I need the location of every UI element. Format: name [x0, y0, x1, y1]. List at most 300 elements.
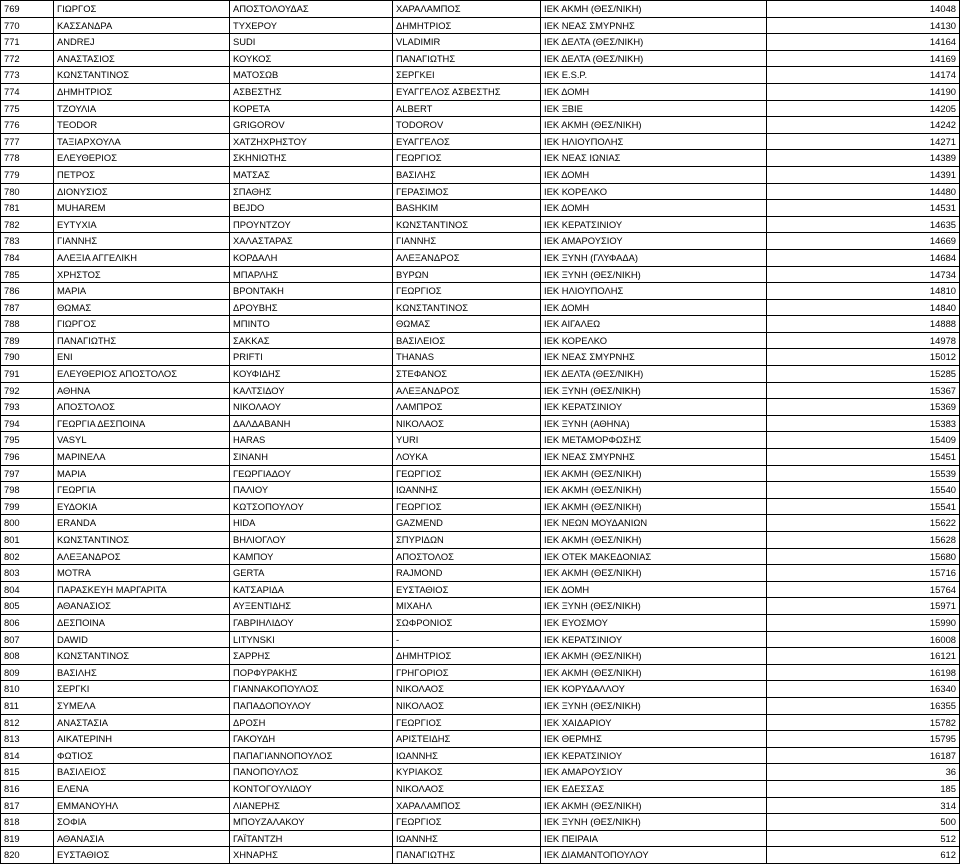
row-number-cell: 787	[1, 299, 54, 316]
father-name-cell: ΕΥΑΓΓΕΛΟΣ ΑΣΒΕΣΤΗΣ	[393, 83, 541, 100]
table-row	[1, 150, 960, 167]
school-cell: ΙΕΚ ΞΥΝΗ (ΓΛΥΦΑΔΑ)	[541, 249, 767, 266]
table-row	[1, 316, 960, 333]
row-number-cell: 813	[1, 731, 54, 748]
father-name-cell: ΔΗΜΗΤΡΙΟΣ	[393, 17, 541, 34]
row-number-cell: 815	[1, 764, 54, 781]
row-number-cell: 774	[1, 83, 54, 100]
table-row	[1, 614, 960, 631]
score-cell: 14480	[767, 183, 960, 200]
table-row	[1, 349, 960, 366]
score-cell: 14130	[767, 17, 960, 34]
school-cell: ΙΕΚ ΑΚΜΗ (ΘΕΣ/ΝΙΚΗ)	[541, 797, 767, 814]
first-name-cell: ΣΥΜΕΛΑ	[54, 697, 230, 714]
first-name-cell: ΤΑΞΙΑΡΧΟΥΛΑ	[54, 133, 230, 150]
last-name-cell: PRIFTI	[230, 349, 393, 366]
score-cell: 15540	[767, 482, 960, 499]
score-cell: 14684	[767, 249, 960, 266]
row-number-cell: 778	[1, 150, 54, 167]
school-cell: ΙΕΚ ΟΤΕΚ ΜΑΚΕΔΟΝΙΑΣ	[541, 548, 767, 565]
table-row	[1, 681, 960, 698]
first-name-cell: ΑΘΑΝΑΣΙΑ	[54, 830, 230, 847]
row-number-cell: 769	[1, 1, 54, 18]
row-number-cell: 811	[1, 697, 54, 714]
father-name-cell: ΕΥΣΤΑΘΙΟΣ	[393, 581, 541, 598]
school-cell: ΙΕΚ ΚΕΡΑΤΣΙΝΙΟΥ	[541, 399, 767, 416]
first-name-cell: ΕΛΕΝΑ	[54, 780, 230, 797]
last-name-cell: ΠΡΟΥΝΤΖΟΥ	[230, 216, 393, 233]
score-cell: 15012	[767, 349, 960, 366]
row-number-cell: 820	[1, 847, 54, 864]
row-number-cell: 781	[1, 200, 54, 217]
score-cell: 185	[767, 780, 960, 797]
table-row	[1, 216, 960, 233]
school-cell: ΙΕΚ ΔΟΜΗ	[541, 299, 767, 316]
row-number-cell: 818	[1, 814, 54, 831]
father-name-cell: ΝΙΚΟΛΑΟΣ	[393, 697, 541, 714]
row-number-cell: 772	[1, 50, 54, 67]
last-name-cell: LITYNSKI	[230, 631, 393, 648]
score-cell: 14978	[767, 332, 960, 349]
row-number-cell: 795	[1, 432, 54, 449]
table-row	[1, 1, 960, 18]
score-cell: 14734	[767, 266, 960, 283]
school-cell: ΙΕΚ ΑΚΜΗ (ΘΕΣ/ΝΙΚΗ)	[541, 664, 767, 681]
table-row	[1, 17, 960, 34]
score-cell: 14669	[767, 233, 960, 250]
last-name-cell: ΒΗΛΙΟΓΛΟΥ	[230, 532, 393, 549]
school-cell: ΙΕΚ ΔΕΛΤΑ (ΘΕΣ/ΝΙΚΗ)	[541, 366, 767, 383]
first-name-cell: ΤΖΟΥΛΙΑ	[54, 100, 230, 117]
first-name-cell: DAWID	[54, 631, 230, 648]
school-cell: ΙΕΚ ΚΕΡΑΤΣΙΝΙΟΥ	[541, 747, 767, 764]
school-cell: ΙΕΚ ΧΑΙΔΑΡΙΟΥ	[541, 714, 767, 731]
score-cell: 14164	[767, 34, 960, 51]
row-number-cell: 792	[1, 382, 54, 399]
father-name-cell: ΕΥΑΓΓΕΛΟΣ	[393, 133, 541, 150]
score-cell: 15539	[767, 465, 960, 482]
father-name-cell: ΙΩΑΝΝΗΣ	[393, 747, 541, 764]
father-name-cell: ΚΩΝΣΤΑΝΤΙΝΟΣ	[393, 216, 541, 233]
score-cell: 314	[767, 797, 960, 814]
first-name-cell: ΕΛΕΥΘΕΡΙΟΣ	[54, 150, 230, 167]
row-number-cell: 801	[1, 532, 54, 549]
last-name-cell: ΓΕΩΡΓΙΑΔΟΥ	[230, 465, 393, 482]
table-row	[1, 382, 960, 399]
first-name-cell: ΑΛΕΞΙΑ ΑΓΓΕΛΙΚΗ	[54, 249, 230, 266]
row-number-cell: 785	[1, 266, 54, 283]
table-row	[1, 332, 960, 349]
father-name-cell: ΓΕΩΡΓΙΟΣ	[393, 498, 541, 515]
table-row	[1, 814, 960, 831]
father-name-cell: ΙΩΑΝΝΗΣ	[393, 482, 541, 499]
row-number-cell: 775	[1, 100, 54, 117]
school-cell: ΙΕΚ ΞΥΝΗ (ΘΕΣ/ΝΙΚΗ)	[541, 266, 767, 283]
last-name-cell: ΒΡΟΝΤΑΚΗ	[230, 283, 393, 300]
first-name-cell: ΠΑΝΑΓΙΩΤΗΣ	[54, 332, 230, 349]
school-cell: ΙΕΚ ΝΕΩΝ ΜΟΥΔΑΝΙΩΝ	[541, 515, 767, 532]
table-row	[1, 498, 960, 515]
table-row	[1, 366, 960, 383]
table-row	[1, 415, 960, 432]
school-cell: ΙΕΚ ΝΕΑΣ ΣΜΥΡΝΗΣ	[541, 17, 767, 34]
father-name-cell: GAZMEND	[393, 515, 541, 532]
last-name-cell: ΣΠΑΘΗΣ	[230, 183, 393, 200]
table-row	[1, 399, 960, 416]
last-name-cell: ΔΡΟΣΗ	[230, 714, 393, 731]
last-name-cell: ΚΑΛΤΣΙΔΟΥ	[230, 382, 393, 399]
father-name-cell: ΓΕΩΡΓΙΟΣ	[393, 283, 541, 300]
score-cell: 15622	[767, 515, 960, 532]
school-cell: ΙΕΚ ΚΟΡΥΔΑΛΛΟΥ	[541, 681, 767, 698]
score-cell: 14888	[767, 316, 960, 333]
first-name-cell: ΜΑΡΙΝΕΛΑ	[54, 449, 230, 466]
table-row	[1, 133, 960, 150]
father-name-cell: ΑΠΟΣΤΟΛΟΣ	[393, 548, 541, 565]
row-number-cell: 804	[1, 581, 54, 598]
table-row	[1, 664, 960, 681]
first-name-cell: ΔΗΜΗΤΡΙΟΣ	[54, 83, 230, 100]
table-row	[1, 249, 960, 266]
first-name-cell: ΘΩΜΑΣ	[54, 299, 230, 316]
school-cell: ΙΕΚ ΕΥΟΣΜΟΥ	[541, 614, 767, 631]
first-name-cell: ΦΩΤΙΟΣ	[54, 747, 230, 764]
first-name-cell: ΑΘΑΝΑΣΙΟΣ	[54, 598, 230, 615]
last-name-cell: ΧΑΛΑΣΤΑΡΑΣ	[230, 233, 393, 250]
score-cell: 14391	[767, 166, 960, 183]
first-name-cell: ΒΑΣΙΛΕΙΟΣ	[54, 764, 230, 781]
father-name-cell: ΣΕΡΓΚΕΙ	[393, 67, 541, 84]
school-cell: ΙΕΚ ΜΕΤΑΜΟΡΦΩΣΗΣ	[541, 432, 767, 449]
score-cell: 36	[767, 764, 960, 781]
father-name-cell: ΓΕΩΡΓΙΟΣ	[393, 150, 541, 167]
first-name-cell: ΕΥΤΥΧΙΑ	[54, 216, 230, 233]
table-row	[1, 697, 960, 714]
score-cell: 612	[767, 847, 960, 864]
score-cell: 14169	[767, 50, 960, 67]
school-cell: ΙΕΚ ΞΒΙΕ	[541, 100, 767, 117]
father-name-cell: RAJMOND	[393, 565, 541, 582]
first-name-cell: ΜΑΡΙΑ	[54, 283, 230, 300]
row-number-cell: 816	[1, 780, 54, 797]
school-cell: ΙΕΚ ΕΔΕΣΣΑΣ	[541, 780, 767, 797]
first-name-cell: ΑΙΚΑΤΕΡΙΝΗ	[54, 731, 230, 748]
row-number-cell: 771	[1, 34, 54, 51]
row-number-cell: 784	[1, 249, 54, 266]
father-name-cell: ΚΥΡΙΑΚΟΣ	[393, 764, 541, 781]
row-number-cell: 806	[1, 614, 54, 631]
table-row	[1, 233, 960, 250]
first-name-cell: ΣΟΦΙΑ	[54, 814, 230, 831]
first-name-cell: ΑΝΑΣΤΑΣΙΟΣ	[54, 50, 230, 67]
first-name-cell: ΒΑΣΙΛΗΣ	[54, 664, 230, 681]
school-cell: ΙΕΚ ΗΛΙΟΥΠΟΛΗΣ	[541, 133, 767, 150]
father-name-cell: ΝΙΚΟΛΑΟΣ	[393, 415, 541, 432]
father-name-cell: ΓΕΩΡΓΙΟΣ	[393, 465, 541, 482]
score-cell: 14190	[767, 83, 960, 100]
row-number-cell: 783	[1, 233, 54, 250]
school-cell: ΙΕΚ ΞΥΝΗ (ΘΕΣ/ΝΙΚΗ)	[541, 697, 767, 714]
father-name-cell: ΓΕΩΡΓΙΟΣ	[393, 814, 541, 831]
last-name-cell: ΜΠΙΝΤΟ	[230, 316, 393, 333]
table-row	[1, 631, 960, 648]
last-name-cell: ΓΑΪΤΑΝΤΖΗ	[230, 830, 393, 847]
father-name-cell: ΧΑΡΑΛΑΜΠΟΣ	[393, 797, 541, 814]
first-name-cell: ΕΥΣΤΑΘΙΟΣ	[54, 847, 230, 864]
school-cell: ΙΕΚ ΑΚΜΗ (ΘΕΣ/ΝΙΚΗ)	[541, 117, 767, 134]
last-name-cell: HIDA	[230, 515, 393, 532]
row-number-cell: 817	[1, 797, 54, 814]
first-name-cell: ΑΘΗΝΑ	[54, 382, 230, 399]
row-number-cell: 790	[1, 349, 54, 366]
school-cell: ΙΕΚ ΚΟΡΕΛΚΟ	[541, 332, 767, 349]
school-cell: ΙΕΚ ΔΕΛΤΑ (ΘΕΣ/ΝΙΚΗ)	[541, 50, 767, 67]
last-name-cell: ΓΙΑΝΝΑΚΟΠΟΥΛΟΣ	[230, 681, 393, 698]
father-name-cell: ΝΙΚΟΛΑΟΣ	[393, 780, 541, 797]
row-number-cell: 773	[1, 67, 54, 84]
score-cell: 15367	[767, 382, 960, 399]
first-name-cell: ΔΙΟΝΥΣΙΟΣ	[54, 183, 230, 200]
table-row	[1, 648, 960, 665]
score-cell: 14205	[767, 100, 960, 117]
father-name-cell: ΘΩΜΑΣ	[393, 316, 541, 333]
first-name-cell: ΓΙΩΡΓΟΣ	[54, 1, 230, 18]
school-cell: ΙΕΚ ΔΙΑΜΑΝΤΟΠΟΥΛΟΥ	[541, 847, 767, 864]
father-name-cell: THANAS	[393, 349, 541, 366]
last-name-cell: ΔΑΛΔΑΒΑΝΗ	[230, 415, 393, 432]
school-cell: ΙΕΚ ΑΜΑΡΟΥΣΙΟΥ	[541, 764, 767, 781]
first-name-cell: ΓΕΩΡΓΙΑ	[54, 482, 230, 499]
school-cell: ΙΕΚ ΔΟΜΗ	[541, 83, 767, 100]
score-cell: 14635	[767, 216, 960, 233]
table-row	[1, 83, 960, 100]
first-name-cell: ΚΑΣΣΑΝΔΡΑ	[54, 17, 230, 34]
school-cell: ΙΕΚ ΑΚΜΗ (ΘΕΣ/ΝΙΚΗ)	[541, 498, 767, 515]
last-name-cell: ΜΠΑΡΛΗΣ	[230, 266, 393, 283]
table-row	[1, 200, 960, 217]
table-row	[1, 847, 960, 864]
father-name-cell: ΧΑΡΑΛΑΜΠΟΣ	[393, 1, 541, 18]
father-name-cell: ALBERT	[393, 100, 541, 117]
table-row	[1, 548, 960, 565]
father-name-cell: ΒΥΡΩΝ	[393, 266, 541, 283]
last-name-cell: ΛΙΑΝΕΡΗΣ	[230, 797, 393, 814]
table-row	[1, 581, 960, 598]
table-row	[1, 283, 960, 300]
score-cell: 16340	[767, 681, 960, 698]
row-number-cell: 786	[1, 283, 54, 300]
father-name-cell: -	[393, 631, 541, 648]
table-row	[1, 830, 960, 847]
father-name-cell: YURI	[393, 432, 541, 449]
father-name-cell: ΓΙΑΝΝΗΣ	[393, 233, 541, 250]
row-number-cell: 819	[1, 830, 54, 847]
table-row	[1, 67, 960, 84]
table-row	[1, 449, 960, 466]
school-cell: ΙΕΚ ΑΚΜΗ (ΘΕΣ/ΝΙΚΗ)	[541, 482, 767, 499]
table-row	[1, 482, 960, 499]
last-name-cell: ΓΑΚΟΥΔΗ	[230, 731, 393, 748]
score-cell: 15764	[767, 581, 960, 598]
last-name-cell: ΠΑΠΑΓΙΑΝΝΟΠΟΥΛΟΣ	[230, 747, 393, 764]
score-cell: 512	[767, 830, 960, 847]
school-cell: ΙΕΚ ΞΥΝΗ (ΘΕΣ/ΝΙΚΗ)	[541, 814, 767, 831]
first-name-cell: ΕΜΜΑΝΟΥΗΛ	[54, 797, 230, 814]
row-number-cell: 797	[1, 465, 54, 482]
table-row	[1, 465, 960, 482]
last-name-cell: ΑΠΟΣΤΟΛΟΥΔΑΣ	[230, 1, 393, 18]
last-name-cell: ΑΥΞΕΝΤΙΔΗΣ	[230, 598, 393, 615]
last-name-cell: ΜΑΤΣΑΣ	[230, 166, 393, 183]
row-number-cell: 814	[1, 747, 54, 764]
table-row	[1, 34, 960, 51]
table-row	[1, 299, 960, 316]
row-number-cell: 788	[1, 316, 54, 333]
first-name-cell: ΕΥΔΟΚΙΑ	[54, 498, 230, 515]
row-number-cell: 799	[1, 498, 54, 515]
father-name-cell: ΙΩΑΝΝΗΣ	[393, 830, 541, 847]
father-name-cell: ΒΑΣΙΛΗΣ	[393, 166, 541, 183]
score-cell: 15285	[767, 366, 960, 383]
row-number-cell: 812	[1, 714, 54, 731]
last-name-cell: ΣΚΗΝΙΩΤΗΣ	[230, 150, 393, 167]
score-cell: 15680	[767, 548, 960, 565]
last-name-cell: ΠΑΝΟΠΟΥΛΟΣ	[230, 764, 393, 781]
first-name-cell: ΜΑΡΙΑ	[54, 465, 230, 482]
score-cell: 15795	[767, 731, 960, 748]
first-name-cell: ENI	[54, 349, 230, 366]
row-number-cell: 808	[1, 648, 54, 665]
father-name-cell: ΣΠΥΡΙΔΩΝ	[393, 532, 541, 549]
last-name-cell: ΔΡΟΥΒΗΣ	[230, 299, 393, 316]
row-number-cell: 798	[1, 482, 54, 499]
last-name-cell: SUDI	[230, 34, 393, 51]
table-row	[1, 764, 960, 781]
school-cell: ΙΕΚ ΝΕΑΣ ΣΜΥΡΝΗΣ	[541, 349, 767, 366]
first-name-cell: ΑΛΕΞΑΝΔΡΟΣ	[54, 548, 230, 565]
table-row	[1, 747, 960, 764]
score-cell: 14840	[767, 299, 960, 316]
father-name-cell: ΠΑΝΑΓΙΩΤΗΣ	[393, 847, 541, 864]
row-number-cell: 796	[1, 449, 54, 466]
last-name-cell: ΠΟΡΦΥΡΑΚΗΣ	[230, 664, 393, 681]
score-cell: 16121	[767, 648, 960, 665]
last-name-cell: ΣΑΡΡΗΣ	[230, 648, 393, 665]
first-name-cell: TEODOR	[54, 117, 230, 134]
father-name-cell: ΓΕΡΑΣΙΜΟΣ	[393, 183, 541, 200]
first-name-cell: ΚΩΝΣΤΑΝΤΙΝΟΣ	[54, 67, 230, 84]
first-name-cell: ΑΠΟΣΤΟΛΟΣ	[54, 399, 230, 416]
father-name-cell: ΣΤΕΦΑΝΟΣ	[393, 366, 541, 383]
school-cell: ΙΕΚ ΞΥΝΗ (ΑΘΗΝΑ)	[541, 415, 767, 432]
father-name-cell: ΑΛΕΞΑΝΔΡΟΣ	[393, 382, 541, 399]
father-name-cell: ΒΑΣΙΛΕΙΟΣ	[393, 332, 541, 349]
father-name-cell: ΝΙΚΟΛΑΟΣ	[393, 681, 541, 698]
last-name-cell: ΚΟΥΚΟΣ	[230, 50, 393, 67]
father-name-cell: VLADIMIR	[393, 34, 541, 51]
school-cell: ΙΕΚ E.S.P.	[541, 67, 767, 84]
score-cell: 15716	[767, 565, 960, 582]
row-number-cell: 809	[1, 664, 54, 681]
score-cell: 15990	[767, 614, 960, 631]
row-number-cell: 794	[1, 415, 54, 432]
school-cell: ΙΕΚ ΔΟΜΗ	[541, 200, 767, 217]
score-cell: 14048	[767, 1, 960, 18]
table-row	[1, 565, 960, 582]
first-name-cell: ΚΩΝΣΤΑΝΤΙΝΟΣ	[54, 648, 230, 665]
score-cell: 16008	[767, 631, 960, 648]
last-name-cell: ΚΑΤΣΑΡΙΔΑ	[230, 581, 393, 598]
score-cell: 14810	[767, 283, 960, 300]
last-name-cell: ΚΑΜΠΟΥ	[230, 548, 393, 565]
last-name-cell: ΠΑΠΑΔΟΠΟΥΛΟΥ	[230, 697, 393, 714]
school-cell: ΙΕΚ ΑΚΜΗ (ΘΕΣ/ΝΙΚΗ)	[541, 465, 767, 482]
row-number-cell: 780	[1, 183, 54, 200]
row-number-cell: 802	[1, 548, 54, 565]
school-cell: ΙΕΚ ΔΕΛΤΑ (ΘΕΣ/ΝΙΚΗ)	[541, 34, 767, 51]
first-name-cell: VASYL	[54, 432, 230, 449]
table-row	[1, 731, 960, 748]
table-row	[1, 797, 960, 814]
row-number-cell: 800	[1, 515, 54, 532]
table-row	[1, 515, 960, 532]
table-row	[1, 714, 960, 731]
row-number-cell: 803	[1, 565, 54, 582]
father-name-cell: ΜΙΧΑΗΛ	[393, 598, 541, 615]
first-name-cell: ΓΙΩΡΓΟΣ	[54, 316, 230, 333]
last-name-cell: ΧΑΤΖΗΧΡΗΣΤΟΥ	[230, 133, 393, 150]
row-number-cell: 776	[1, 117, 54, 134]
table-row	[1, 183, 960, 200]
first-name-cell: ΠΑΡΑΣΚΕΥΗ ΜΑΡΓΑΡΙΤΑ	[54, 581, 230, 598]
score-cell: 15409	[767, 432, 960, 449]
father-name-cell: ΓΡΗΓΟΡΙΟΣ	[393, 664, 541, 681]
school-cell: ΙΕΚ ΑΙΓΑΛΕΩ	[541, 316, 767, 333]
father-name-cell: ΑΡΙΣΤΕΙΔΗΣ	[393, 731, 541, 748]
first-name-cell: ERANDA	[54, 515, 230, 532]
school-cell: ΙΕΚ ΑΚΜΗ (ΘΕΣ/ΝΙΚΗ)	[541, 648, 767, 665]
first-name-cell: MOTRA	[54, 565, 230, 582]
school-cell: ΙΕΚ ΗΛΙΟΥΠΟΛΗΣ	[541, 283, 767, 300]
first-name-cell: ΓΙΑΝΝΗΣ	[54, 233, 230, 250]
school-cell: ΙΕΚ ΔΟΜΗ	[541, 581, 767, 598]
table-row	[1, 432, 960, 449]
last-name-cell: ΚΟΝΤΟΓΟΥΛΙΔΟΥ	[230, 780, 393, 797]
score-cell: 15782	[767, 714, 960, 731]
father-name-cell: ΓΕΩΡΓΙΟΣ	[393, 714, 541, 731]
last-name-cell: ΤΥΧΕΡΟΥ	[230, 17, 393, 34]
school-cell: ΙΕΚ ΑΜΑΡΟΥΣΙΟΥ	[541, 233, 767, 250]
score-cell: 14242	[767, 117, 960, 134]
school-cell: ΙΕΚ ΔΟΜΗ	[541, 166, 767, 183]
first-name-cell: ΠΕΤΡΟΣ	[54, 166, 230, 183]
table-row	[1, 100, 960, 117]
school-cell: ΙΕΚ ΚΕΡΑΤΣΙΝΙΟΥ	[541, 216, 767, 233]
row-number-cell: 807	[1, 631, 54, 648]
last-name-cell: ΠΑΛΙΟΥ	[230, 482, 393, 499]
first-name-cell: ΕΛΕΥΘΕΡΙΟΣ ΑΠΟΣΤΟΛΟΣ	[54, 366, 230, 383]
last-name-cell: ΣΑΚΚΑΣ	[230, 332, 393, 349]
score-cell: 14271	[767, 133, 960, 150]
last-name-cell: ΜΠΟΥΖΑΛΑΚΟΥ	[230, 814, 393, 831]
score-cell: 14389	[767, 150, 960, 167]
first-name-cell: ΣΕΡΓΚΙ	[54, 681, 230, 698]
father-name-cell: ΛΟΥΚΑ	[393, 449, 541, 466]
row-number-cell: 791	[1, 366, 54, 383]
score-cell: 14531	[767, 200, 960, 217]
school-cell: ΙΕΚ ΝΕΑΣ ΣΜΥΡΝΗΣ	[541, 449, 767, 466]
row-number-cell: 805	[1, 598, 54, 615]
